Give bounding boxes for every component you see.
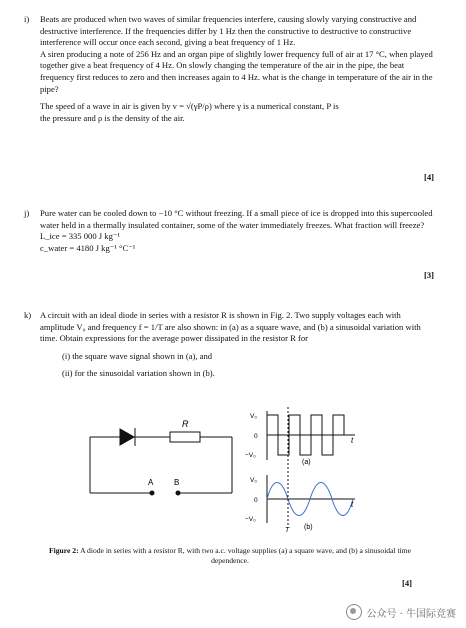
marks: [4] [423,172,434,182]
watermark-text: 公众号 · 牛国际竞赛 [366,608,456,620]
axis-label-zero: 0 [254,497,258,504]
question-label: j) [24,208,30,218]
question-text: Pure water can be cooled down to −10 °C without freezing. If a small piece of ice is dropped into this supercooled water held in a thermally insulated container, some of the water immediately freezes. What fraction will freeze? [40,208,433,230]
question-text: The speed of a wave in air is given by v = √(γP/ρ) where γ is a numerical constant, P is [40,101,339,112]
question-j [24,208,434,280]
axis-label-neg-v0: −V₀ [245,516,256,523]
resistor-label: R [182,419,189,429]
question-text: A circuit with an ideal diode in series with a resistor R is shown in Fig. 2. Two supply voltages each with amplitude V₀ and frequency f = 1/T are also shown: in (a) as a square wave, and (b) a sinusoidal variation with time. Obtain expressions for the average power dissipated in the resistor R for [40,310,421,344]
figure-2 [0,405,466,545]
constant-water: c_water = 4180 J kg⁻¹ °C⁻¹ [40,242,136,253]
square-wave-plot [245,411,355,466]
caption-title: Figure 2: [49,546,79,555]
axis-label-zero: 0 [254,433,258,440]
question-i [24,14,434,182]
sine-wave-plot [245,475,355,534]
terminal-b [176,491,180,495]
terminal-a-label: A [148,478,154,487]
circuit-diagram [90,428,232,495]
question-text: the pressure and ρ is the density of the air. [40,112,185,123]
question-label: k) [24,310,32,320]
axis-label-v0: V₀ [250,477,258,484]
marks: [3] [423,270,434,280]
wechat-icon [346,604,362,620]
watermark [346,604,456,620]
terminal-b-label: B [174,478,180,487]
diode-symbol [120,429,134,445]
period-label: T [285,527,290,534]
sub-question-i: (i) the square wave signal shown in (a), and [62,350,213,361]
axis-label-t: t [351,436,354,445]
question-text: Beats are produced when two waves of similar frequencies interfere, causing slowly varying constructive and destructive interference. If the frequencies differ by 1 Hz then the constructive to destructive to constructive interference will occur once each second, giving a beat frequency of 1 Hz. [40,14,417,48]
question-text: A siren producing a note of 256 Hz and an organ pipe of slightly lower frequency full of air at 17 °C, when played together give a beat frequency of 4 Hz. On slowly changing the temperature of the air in the pipe, the beat frequency first reduces to zero and then increases again to 4 Hz. what is the change in temperature of the air in the pipe? [40,48,433,94]
sub-question-ii: (ii) for the sinusoidal variation shown in (b). [62,368,215,379]
terminal-a [150,491,154,495]
resistor-symbol [170,432,200,442]
question-k [24,310,434,386]
plot-tag-a: (a) [302,459,311,466]
plot-tag-b: (b) [304,524,313,531]
axis-label-neg-v0: −V₀ [245,452,256,459]
constant-ice: L_ice = 335 000 J kg⁻¹ [40,231,120,242]
marks: [4] [402,578,413,588]
caption-text: A diode in series with a resistor R, with two a.c. voltage supplies (a) a square wave, and (b) a sinusoidal time dependence. [80,546,411,565]
question-label: i) [24,14,30,24]
figure-caption [45,546,415,566]
axis-label-v0: V₀ [250,413,258,420]
axis-label-t: t [351,500,354,509]
